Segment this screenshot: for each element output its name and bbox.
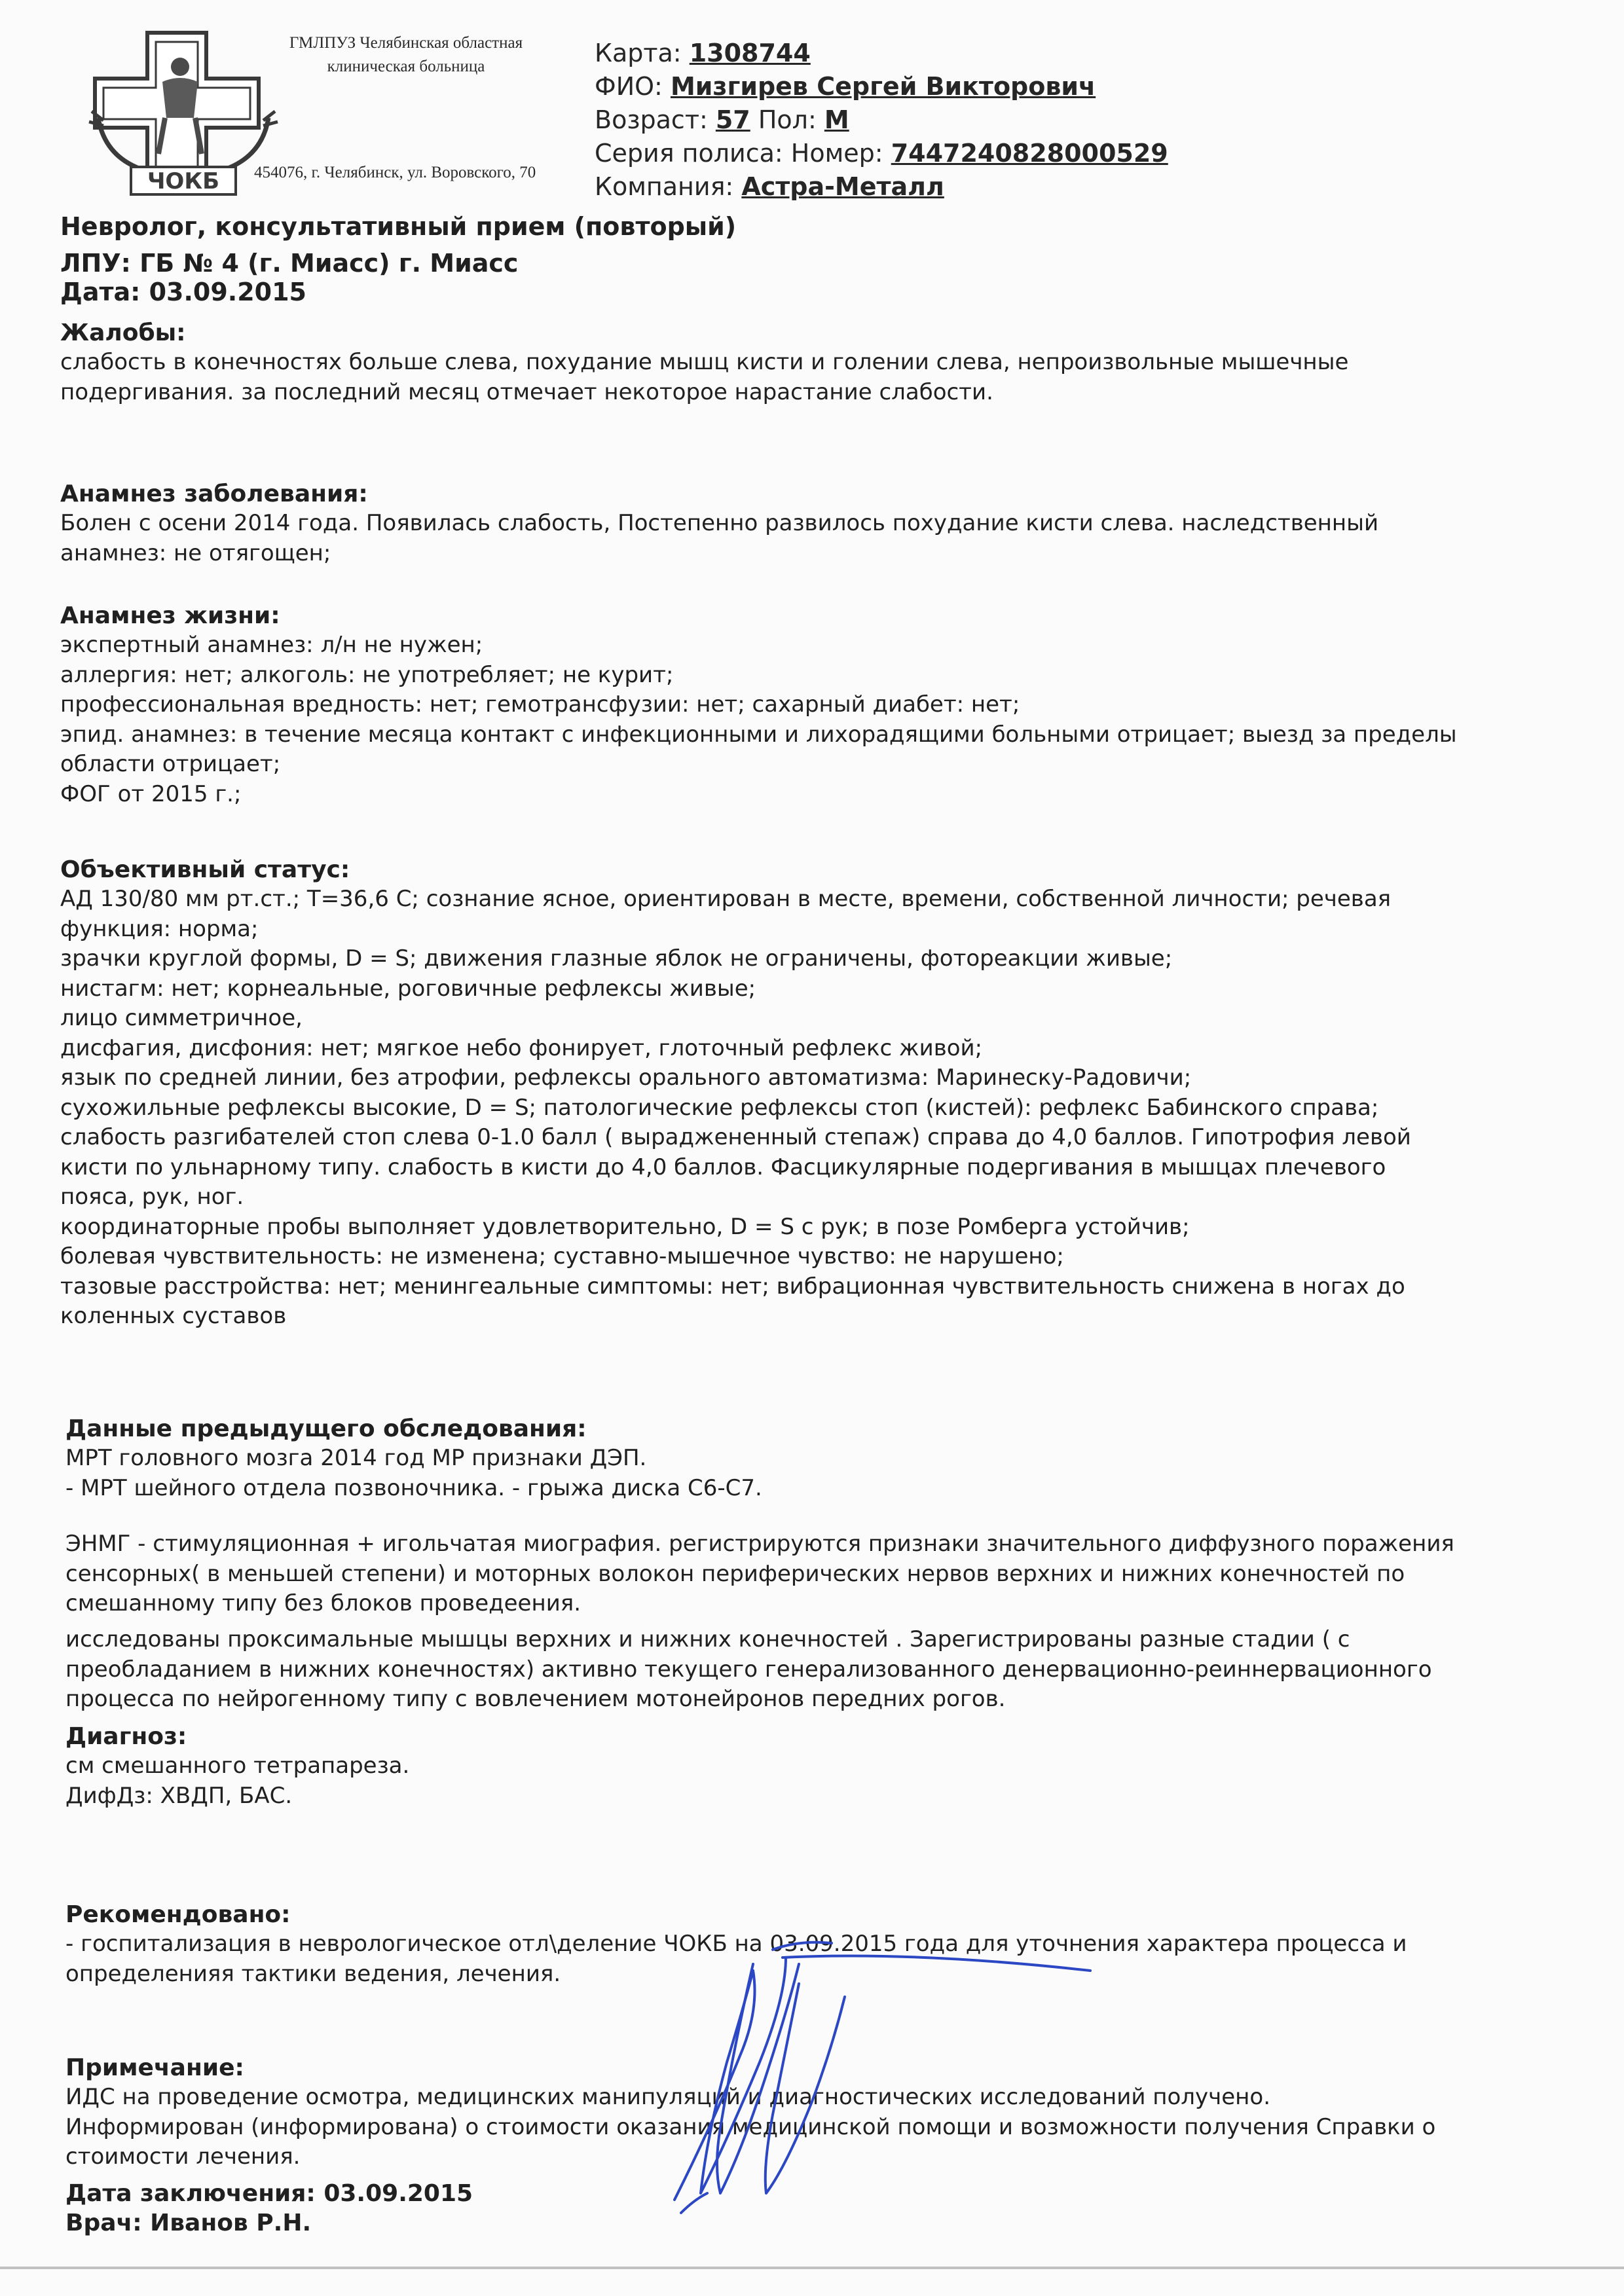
anamnesis-disease-heading: Анамнез заболевания: bbox=[60, 481, 368, 507]
text-line: МРТ головного мозга 2014 год МР признаки ДЭП. bbox=[65, 1445, 647, 1471]
anamnesis-disease-text bbox=[60, 509, 1566, 568]
anamnesis-life-section bbox=[60, 601, 1566, 809]
document-title: Невролог, консультативный прием (повторый) bbox=[60, 212, 737, 241]
note-heading: Примечание: bbox=[65, 2054, 244, 2081]
text-line: - госпитализация в неврологическое отл\деление ЧОКБ на 03.09.2015 года для уточнения характера процесса и bbox=[65, 1931, 1407, 1957]
recommended-heading: Рекомендовано: bbox=[65, 1901, 291, 1928]
company-label: Компания: bbox=[595, 172, 734, 201]
text-line: функция: норма; bbox=[60, 915, 259, 942]
text-line: преобладанием в нижних конечностях) активно текущего генерализованного денервационно-реиннервационного bbox=[65, 1656, 1432, 1683]
policy-label: Серия полиса: Номер: bbox=[595, 139, 883, 168]
text-line: подергивания. за последний месяц отмечает некоторое нарастание слабости. bbox=[60, 378, 993, 405]
diagnosis-heading: Диагноз: bbox=[65, 1723, 187, 1750]
text-line: анамнез: не отягощен; bbox=[60, 539, 331, 566]
text-line: Болен с осени 2014 года. Появилась слабость, Постепенно развилось похудание кисти слева. наследственный bbox=[60, 510, 1379, 536]
anamnesis-disease-section bbox=[60, 479, 1566, 568]
text-line: тазовые расстройства: нет; менингеальные симптомы: нет; вибрационная чувствительность снижена в ногах до bbox=[60, 1273, 1405, 1300]
anamnesis-life-heading: Анамнез жизни: bbox=[60, 602, 280, 629]
hospital-address: 454076, г. Челябинск, ул. Воровского, 70 bbox=[254, 164, 536, 181]
text-line: болевая чувствительность: не изменена; суставно-мышечное чувство: не нарушено; bbox=[60, 1243, 1064, 1269]
conclusion-date: Дата заключения: 03.09.2015 bbox=[65, 2180, 473, 2207]
enmg-text bbox=[65, 1529, 1568, 1619]
text-line: АД 130/80 мм рт.ст.; T=36,6 C; сознание ясное, ориентирован в месте, времени, собственной личности; речевая bbox=[60, 886, 1392, 912]
complaints-text bbox=[60, 348, 1566, 407]
text-line: стоимости лечения. bbox=[65, 2143, 301, 2170]
fio-row bbox=[595, 70, 1168, 103]
text-line: ЭНМГ - стимуляционная + игольчатая миография. регистрируются признаки значительного диффузного поражения bbox=[65, 1531, 1454, 1557]
text-line: Информирован (информирована) о стоимости оказания медицинской помощи и возможности получения Справки о bbox=[65, 2113, 1436, 2140]
enmg-section bbox=[65, 1529, 1568, 1619]
text-line: дисфагия, дисфония: нет; мягкое небо фонирует, глоточный рефлекс живой; bbox=[60, 1034, 983, 1061]
text-line: лицо симметричное, bbox=[60, 1005, 303, 1031]
research-section bbox=[65, 1625, 1568, 1715]
text-line: экспертный анамнез: л/н не нужен; bbox=[60, 632, 483, 658]
sex-label: Пол: bbox=[758, 105, 817, 134]
scan-edge-line bbox=[0, 2267, 1624, 2269]
logo-text: ЧОКБ bbox=[147, 168, 220, 194]
age-value: 57 bbox=[715, 105, 750, 134]
date-line: Дата: 03.09.2015 bbox=[60, 278, 306, 306]
text-line: эпид. анамнез: в течение месяца контакт с инфекционными и лихорадящими больными отрицает; выезд за пределы bbox=[60, 721, 1457, 748]
text-line: сенсорных( в меньшей степени) и моторных волокон периферических нервов верхних и нижних конечностей по bbox=[65, 1560, 1405, 1587]
text-line: исследованы проксимальные мышцы верхних и нижних конечностей . Зарегистрированы разные стадии ( с bbox=[65, 1626, 1350, 1652]
text-line: области отрицает; bbox=[60, 751, 281, 777]
text-line: см смешанного тетрапареза. bbox=[65, 1753, 410, 1779]
note-text bbox=[65, 2083, 1568, 2172]
card-value: 1308744 bbox=[689, 39, 811, 67]
text-line: зрачки круглой формы, D = S; движения глазные яблок не ограничены, фотореакции живые; bbox=[60, 945, 1173, 972]
text-line: язык по средней линии, без атрофии, рефлексы орального автоматизма: Маринеску-Радовичи; bbox=[60, 1065, 1192, 1091]
previous-heading: Данные предыдущего обследования: bbox=[65, 1415, 587, 1442]
recommended-text bbox=[65, 1929, 1568, 1989]
text-line: определенияя тактики ведения, лечения. bbox=[65, 1960, 561, 1987]
company-value: Астра-Металл bbox=[741, 172, 944, 201]
research-text bbox=[65, 1625, 1568, 1715]
text-line: ФОГ от 2015 г.; bbox=[60, 780, 242, 807]
patient-info bbox=[595, 37, 1168, 204]
objective-section bbox=[60, 855, 1566, 1332]
complaints-section bbox=[60, 318, 1566, 407]
text-line: слабость в конечностях больше слева, похудание мышц кисти и голении слева, непроизвольные мышечные bbox=[60, 349, 1349, 375]
age-label: Возраст: bbox=[595, 105, 708, 134]
text-line: пояса, рук, ног. bbox=[60, 1184, 244, 1210]
hospital-name: ГМЛПУЗ Челябинская областная клиническая больница bbox=[289, 34, 523, 75]
policy-row bbox=[595, 137, 1168, 170]
text-line: ДифДз: ХВДП, БАС. bbox=[65, 1782, 293, 1809]
objective-text bbox=[60, 884, 1566, 1332]
fio-value: Мизгирев Сергей Викторович bbox=[670, 72, 1096, 101]
previous-text bbox=[65, 1444, 1568, 1503]
text-line: координаторные пробы выполняет удовлетворительно, D = S с рук; в позе Ромберга устойчив; bbox=[60, 1213, 1190, 1240]
objective-heading: Объективный статус: bbox=[60, 856, 350, 883]
text-line: аллергия: нет; алкоголь: не употребляет; не курит; bbox=[60, 661, 674, 688]
text-line: профессиональная вредность: нет; гемотрансфузии: нет; сахарный диабет: нет; bbox=[60, 691, 1020, 718]
complaints-heading: Жалобы: bbox=[60, 319, 186, 346]
text-line: смешанному типу без блоков проведеения. bbox=[65, 1590, 581, 1616]
anamnesis-life-text bbox=[60, 630, 1566, 809]
text-line: ИДС на проведение осмотра, медицинских манипуляций и диагностических исследований получено. bbox=[65, 2084, 1271, 2110]
footer-section bbox=[65, 2179, 1568, 2238]
doctor-name: Врач: Иванов Р.Н. bbox=[65, 2210, 312, 2236]
text-line: - МРТ шейного отдела позвоночника. - грыжа диска С6-С7. bbox=[65, 1474, 762, 1501]
note-section bbox=[65, 2053, 1568, 2172]
text-line: кисти по ульнарному типу. слабость в кисти до 4,0 баллов. Фасцикулярные подергивания в мышцах плечевого bbox=[60, 1154, 1386, 1180]
recommended-section bbox=[65, 1900, 1568, 1989]
lpu-line: ЛПУ: ГБ № 4 (г. Миасс) г. Миасс bbox=[60, 249, 519, 278]
policy-value: 7447240828000529 bbox=[891, 139, 1168, 168]
text-line: сухожильные рефлексы высокие, D = S; патологические рефлексы стоп (кистей): рефлекс Бабинского справа; bbox=[60, 1094, 1379, 1121]
text-line: коленных суставов bbox=[60, 1303, 287, 1329]
diagnosis-text bbox=[65, 1751, 1568, 1811]
document-meta bbox=[60, 249, 518, 306]
fio-label: ФИО: bbox=[595, 72, 663, 101]
age-row bbox=[595, 103, 1168, 137]
diagnosis-section bbox=[65, 1722, 1568, 1811]
company-row bbox=[595, 170, 1168, 204]
card-label: Карта: bbox=[595, 39, 682, 67]
card-row bbox=[595, 37, 1168, 70]
text-line: слабость разгибателей стоп слева 0-1.0 балл ( выраджененный степаж) справа до 4,0 баллов. Гипотрофия левой bbox=[60, 1124, 1411, 1150]
text-line: нистагм: нет; корнеальные, роговичные рефлексы живые; bbox=[60, 975, 756, 1002]
text-line: процесса по нейрогенному типу с вовлечением мотонейронов передних рогов. bbox=[65, 1686, 1006, 1712]
previous-section bbox=[65, 1414, 1568, 1503]
sex-value: М bbox=[824, 105, 849, 134]
